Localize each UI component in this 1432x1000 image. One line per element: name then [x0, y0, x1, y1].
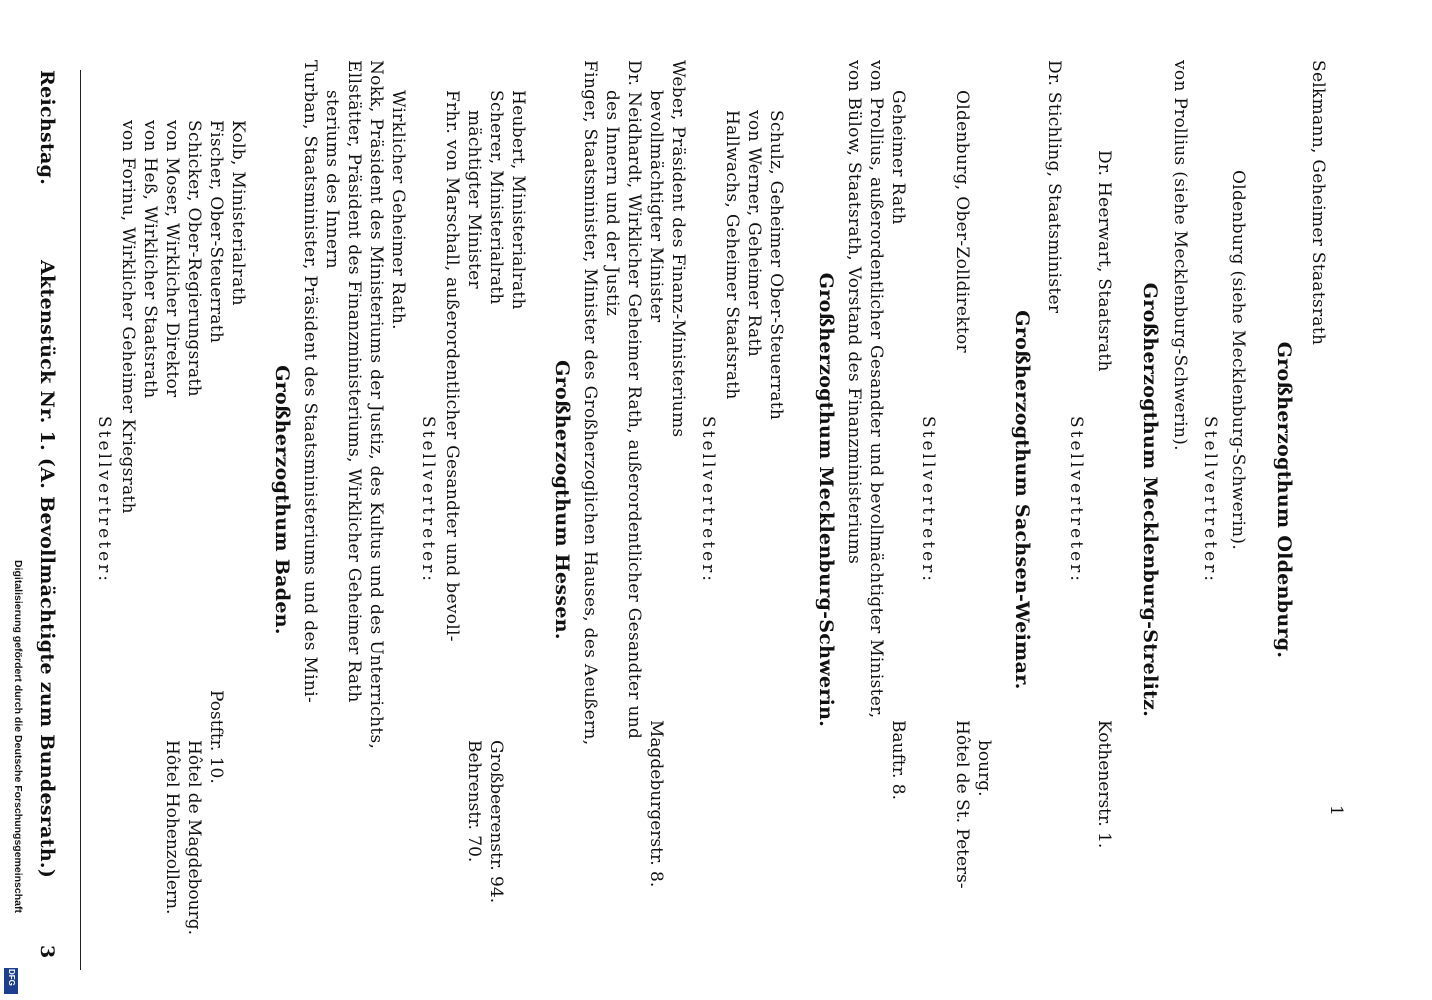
- list-item: steriums des Innern: [322, 90, 342, 269]
- list-item: von Forinu, Wirklicher Geheimer Kriegsrath: [118, 120, 138, 514]
- section-title-mecklenburg-strelitz: Großherzogthum Mecklenburg-Strelitz.: [1139, 282, 1161, 718]
- list-item: Oldenburg (siehe Mecklenburg-Schwerin).: [1228, 170, 1248, 551]
- address: Postftr. 10.: [206, 690, 226, 784]
- address: bourg.: [974, 740, 994, 797]
- address: Großbeerenstr. 94.: [486, 740, 506, 904]
- stellvertreter-label: Stellvertreter:: [918, 416, 938, 584]
- list-item: Nokk, Präsident des Ministeriums der Justiz, des Kultus und des Unterrichts,: [366, 60, 386, 750]
- digitization-footer: [2, 560, 24, 1000]
- header-rule: [80, 70, 81, 970]
- address: Behrenstr. 70.: [464, 740, 484, 863]
- section-title-oldenburg: Großherzogthum Oldenburg.: [1273, 341, 1295, 659]
- list-item: Selkmann, Geheimer Staatsrath: [1308, 60, 1328, 346]
- address: Bauftr. 8.: [888, 720, 908, 800]
- header-left: Reichstag.: [36, 70, 58, 186]
- list-item: Dr. Neidhardt, Wirklicher Geheimer Rath, außerordentlicher Gesandter und: [624, 60, 644, 740]
- list-item: des Innern und der Justiz: [602, 90, 622, 317]
- list-item: Scherer, Ministerialrath: [486, 90, 506, 305]
- list-item: Wirklicher Geheimer Rath.: [388, 90, 408, 330]
- list-item: mächtigter Minister: [464, 110, 484, 289]
- list-item: von Werner, Geheimer Rath: [744, 110, 764, 357]
- address: Hôtel de Magdebourg.: [184, 740, 204, 935]
- section-title-baden: Großherzogthum Baden.: [271, 365, 293, 635]
- section-title-sachsen-weimar: Großherzogthum Sachsen-Weimar.: [1011, 310, 1033, 690]
- footer-text: Digitalisierung gefördert durch die Deutsche Forschungsgemeinschaft: [12, 560, 24, 913]
- page-number: 3: [36, 945, 58, 959]
- list-item: Fischer, Ober-Steuerrath: [206, 120, 226, 344]
- list-item: Schulz, Geheimer Ober-Steuerrath: [766, 110, 786, 421]
- list-item: Schicker, Ober-Regierungsrath: [184, 120, 204, 397]
- address: Kothenerstr. 1.: [1094, 720, 1114, 849]
- section-title-mecklenburg-schwerin: Großherzogthum Mecklenburg-Schwerin.: [815, 272, 837, 728]
- stellvertreter-label: Stellvertreter:: [698, 416, 718, 584]
- list-item: Weber, Präsident des Finanz-Ministeriums: [668, 60, 688, 438]
- list-item: Dr. Stichling, Staatsminister: [1044, 60, 1064, 314]
- list-item: Frhr. von Marschall, außerordentlicher Gesandter und bevoll-: [442, 90, 462, 642]
- dfg-logo: [4, 968, 18, 994]
- list-item: von Prollius (siehe Mecklenburg-Schwerin).: [1170, 60, 1190, 451]
- list-item: Heubert, Ministerialrath: [508, 90, 528, 310]
- list-item: Hallwachs, Geheimer Staatsrath: [722, 110, 742, 400]
- address: Hôtel Hohenzollern.: [162, 740, 182, 915]
- list-item: von Heß, Wirklicher Staatsrath: [140, 120, 160, 399]
- stellvertreter-label: Stellvertreter:: [1200, 416, 1220, 584]
- section-title-hessen: Großherzogthum Hessen.: [551, 360, 573, 640]
- header-center: Aktenstück Nr. 1. (A. Bevollmächtigte zum Bundesrath.): [36, 260, 58, 879]
- list-item: von Bülow, Staatsrath, Vorstand des Finanzministeriums: [844, 60, 864, 565]
- stellvertreter-label: Stellvertreter:: [94, 416, 114, 584]
- address: Hôtel de St. Peters-: [952, 720, 972, 889]
- stellvertreter-label: Stellvertreter:: [418, 416, 438, 584]
- signature-mark: 1: [1326, 805, 1346, 817]
- list-item: Kolb, Ministerialrath: [228, 120, 248, 306]
- list-item: bevollmächtigter Minister: [646, 90, 666, 323]
- list-item: Dr. Heerwart, Staatsrath: [1094, 150, 1114, 372]
- list-item: Finger, Staatsminister, Minister des Großherzoglichen Hauses, des Aeußern,: [580, 60, 600, 746]
- list-item: Ellstätter, Präsident des Finanzministeriums, Wirklicher Geheimer Rath: [344, 60, 364, 703]
- list-item: Geheimer Rath: [888, 90, 908, 225]
- list-item: von Moser, Wirklicher Direktor: [162, 120, 182, 398]
- dfg-logo-text: DFG: [7, 969, 16, 986]
- list-item: Oldenburg, Ober-Zolldirektor: [952, 90, 972, 353]
- list-item: Turban, Staatsminister, Präsident des Staatsministeriums und des Mini-: [300, 60, 320, 704]
- list-item: von Prollius, außerordentlicher Gesandter und bevollmächtigter Minister,: [866, 60, 886, 719]
- address: Magdeburgerstr. 8.: [646, 720, 666, 888]
- stellvertreter-label: Stellvertreter:: [1066, 416, 1086, 584]
